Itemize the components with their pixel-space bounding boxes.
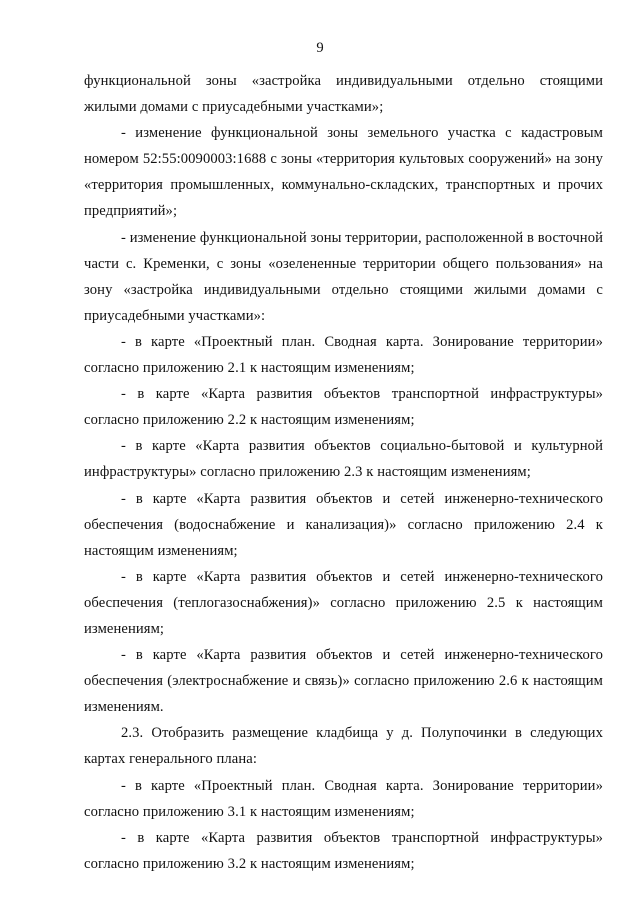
list-item-map-2-1: - в карте «Проектный план. Сводная карта. Зонирование территории» согласно приложению 2.1 к настоящим изменениям; (84, 333, 603, 377)
list-item-map-2-4: - в карте «Карта развития объектов и сетей инженерно-технического обеспечения (водоснабжение и канализация)» согласно приложению 2.4 к настоящим изменениям; (84, 490, 603, 559)
list-item-map-2-5: - в карте «Карта развития объектов и сетей инженерно-технического обеспечения (теплогазоснабжения)» согласно приложению 2.5 к настоящим изменениям; (84, 568, 603, 637)
page-number: 9 (316, 40, 324, 56)
list-item-map-3-1: - в карте «Проектный план. Сводная карта. Зонирование территории» согласно приложению 3.1 к настоящим изменениям; (84, 777, 603, 820)
list-item-map-3-2: - в карте «Карта развития объектов транспортной инфраструктуры» согласно приложению 3.2 к настоящим изменениям; (84, 829, 603, 872)
paragraph-continuation: функциональной зоны «застройка индивидуальными отдельно стоящими жилыми домами с приусадебными участками»; (84, 73, 603, 116)
section-2-3-paragraph: 2.3. Отобразить размещение кладбища у д. Полупочинки в следующих картах генерального плана: (84, 725, 603, 768)
document-body (84, 68, 603, 877)
list-item-map-2-3: - в карте «Карта развития объектов социально-бытовой и культурной инфраструктуры» согласно приложению 2.3 к настоящим изменениям; (84, 438, 603, 481)
list-item-map-2-2: - в карте «Карта развития объектов транспортной инфраструктуры» согласно приложению 2.2 к настоящим изменениям; (84, 386, 603, 429)
list-item-map-2-6: - в карте «Карта развития объектов и сетей инженерно-технического обеспечения (электроснабжение и связь)» согласно приложению 2.6 к настоящим изменениям. (84, 647, 603, 716)
paragraph-kremenki-change: - изменение функциональной зоны территории, расположенной в восточной части с. Кременки, с зоны «озелененные территории общего пользования» на зону «застройка индивидуальными отдельно стоящими жилыми домами с приусадебными участками»: (84, 229, 603, 324)
paragraph-cadastral-change: - изменение функциональной зоны земельного участка с кадастровым номером 52:55:0090003:1688 с зоны «территория культовых сооружений» на зону «территория промышленных, коммунально-складских, транспортных и прочих предприятий»; (84, 125, 603, 220)
